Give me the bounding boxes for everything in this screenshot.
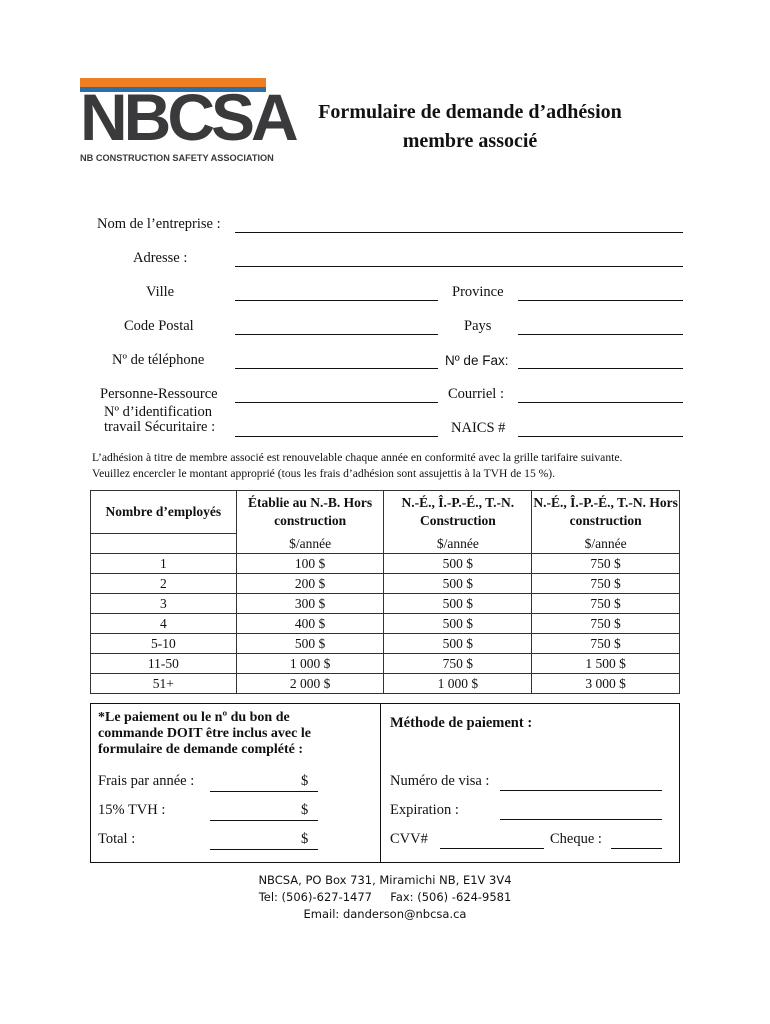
footer-address: NBCSA, PO Box 731, Miramichi NB, E1V 3V4 [258,873,512,887]
phone-label: Nº de téléphone [112,352,205,368]
table-row [91,634,680,654]
employees-cell: 51+ [91,674,237,694]
fee-cell[interactable]: 500 $ [384,594,532,614]
table-row [91,554,680,574]
table-row [91,594,680,614]
footer-contact [0,872,770,923]
expiry-field[interactable] [500,819,662,820]
unit-cell: $/année [384,534,532,554]
email-label: Courriel : [448,386,504,402]
total-currency: $ [301,831,309,847]
header-ns-non-construction: N.-É., Î.-P.-É., T.-N. Hors construction [532,491,680,534]
fee-cell[interactable]: 750 $ [532,574,680,594]
phone-field[interactable] [235,368,438,369]
fee-cell[interactable]: 300 $ [236,594,384,614]
fee-cell[interactable]: 750 $ [532,614,680,634]
employees-cell: 2 [91,574,237,594]
safety-id-label-line-1: Nº d’identification [104,404,212,420]
safety-id-label [104,405,215,435]
contact-field[interactable] [235,402,438,403]
fee-cell[interactable]: 3 000 $ [532,674,680,694]
fee-cell[interactable]: 500 $ [384,634,532,654]
fee-table-header-row [91,491,680,534]
fee-cell[interactable]: 1 500 $ [532,654,680,674]
fee-table-unit-row [91,534,680,554]
fee-note-line-1: L’adhésion à titre de membre associé est renouvelable chaque année en conformité avec la grille tarifaire suivante. [92,451,623,464]
expiry-label: Expiration : [390,802,459,818]
table-row [91,614,680,634]
fee-cell[interactable]: 200 $ [236,574,384,594]
fee-note [92,450,692,482]
fee-cell[interactable]: 1 000 $ [236,654,384,674]
fee-cell[interactable]: 2 000 $ [236,674,384,694]
header-nb-non-construction: Établie au N.-B. Hors construction [236,491,384,534]
payment-notice-line-1: *Le paiement ou le nº du bon de [98,710,290,725]
header-ns-construction: N.-É., Î.-P.-É., T.-N. Construction [384,491,532,534]
fee-table [90,490,680,694]
tax-currency: $ [301,802,309,818]
payment-notice [98,710,311,758]
total-label: Total : [98,831,136,847]
unit-cell: $/année [236,534,384,554]
employees-cell: 4 [91,614,237,634]
fee-cell[interactable]: 100 $ [236,554,384,574]
naics-field[interactable] [518,436,683,437]
fee-cell[interactable]: 400 $ [236,614,384,634]
payment-notice-line-2: commande DOIT être inclus avec le [98,726,311,741]
contact-label: Personne-Ressource [100,386,218,402]
employees-cell: 3 [91,594,237,614]
tax-label: 15% TVH : [98,802,166,818]
fee-cell[interactable]: 750 $ [532,554,680,574]
employees-cell: 1 [91,554,237,574]
payment-notice-line-3: formulaire de demande complété : [98,742,304,757]
fee-note-line-2: Veuillez encercler le montant approprié (tous les frais d’adhésion sont assujettis à la TVH de 15 %). [92,467,556,480]
fee-cell[interactable]: 500 $ [236,634,384,654]
postal-field[interactable] [235,334,438,335]
annual-fee-label: Frais par année : [98,773,195,789]
unit-cell: $/année [532,534,680,554]
safety-id-label-line-2: travail Sécuritaire : [104,419,216,435]
naics-label: NAICS # [451,420,506,436]
fee-cell[interactable]: 750 $ [532,634,680,654]
table-row [91,674,680,694]
fax-label: Nº de Fax: [445,353,509,368]
cvv-field[interactable] [440,848,544,849]
fax-field[interactable] [518,368,683,369]
company-label: Nom de l’entreprise : [97,216,221,232]
email-field[interactable] [518,402,683,403]
total-field[interactable] [210,849,318,850]
table-row [91,574,680,594]
tax-field[interactable] [210,820,318,821]
logo-wordmark: NBCSA [80,80,295,154]
postal-label: Code Postal [124,318,194,334]
annual-fee-field[interactable] [210,791,318,792]
company-field[interactable] [235,232,683,233]
fee-cell[interactable]: 500 $ [384,614,532,634]
fee-cell[interactable]: 750 $ [384,654,532,674]
employees-cell: 11-50 [91,654,237,674]
table-row [91,654,680,674]
logo-subtitle: NB CONSTRUCTION SAFETY ASSOCIATION [80,153,274,163]
city-field[interactable] [235,300,438,301]
fee-cell[interactable]: 500 $ [384,554,532,574]
cheque-field[interactable] [611,848,662,849]
unit-empty [91,534,237,554]
country-label: Pays [464,318,492,334]
payment-method-label: Méthode de paiement : [390,715,533,731]
address-label: Adresse : [133,250,188,266]
fee-cell[interactable]: 750 $ [532,594,680,614]
visa-field[interactable] [500,790,662,791]
cvv-label: CVV# [390,831,428,847]
footer-email: Email: danderson@nbcsa.ca [303,907,467,921]
fee-cell[interactable]: 1 000 $ [384,674,532,694]
cheque-label: Cheque : [550,831,602,847]
city-label: Ville [146,284,175,300]
visa-label: Numéro de visa : [390,773,490,789]
province-label: Province [452,284,504,300]
fee-cell[interactable]: 500 $ [384,574,532,594]
title-line-1: Formulaire de demande d’adhésion [318,101,622,123]
payment-divider [380,703,381,863]
employees-cell: 5-10 [91,634,237,654]
footer-phone-fax: Tel: (506)-627-1477 Fax: (506) -624-9581 [258,890,512,904]
title-line-2: membre associé [402,130,538,152]
address-field[interactable] [235,266,683,267]
province-field[interactable] [518,300,683,301]
annual-fee-currency: $ [301,773,309,789]
nbcsa-logo [80,78,295,168]
safety-id-field[interactable] [235,436,438,437]
header-employees: Nombre d’employés [91,491,237,534]
page-title [270,98,670,156]
country-field[interactable] [518,334,683,335]
